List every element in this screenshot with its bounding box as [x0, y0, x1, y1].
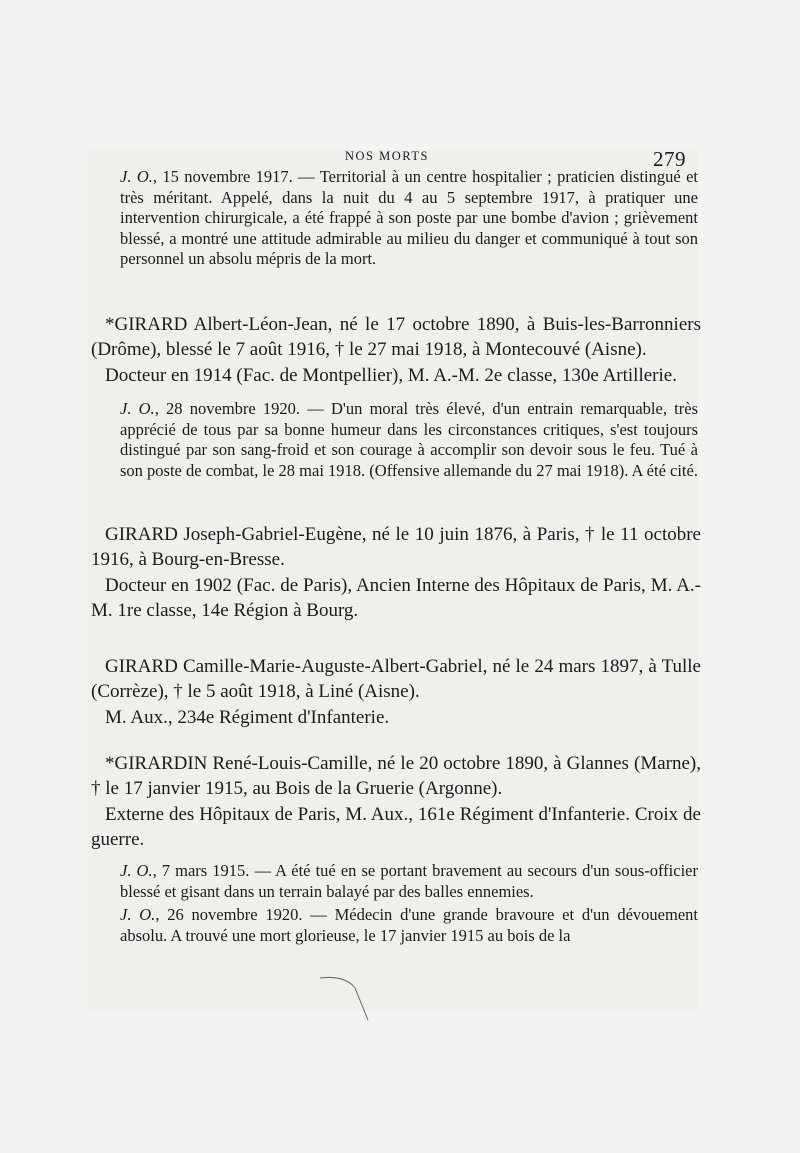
citation-source: J. O.: [120, 861, 153, 880]
entry-details: Externe des Hôpitaux de Paris, M. Aux., 161e Régiment d'Infanterie. Croix de guerre.: [91, 804, 701, 850]
page-number: 279: [653, 147, 686, 171]
entry-heading: *GIRARD Albert-Léon-Jean, né le 17 octobre 1890, à Buis-les-Barronniers (Drôme), blessé le 7 août 1916, † le 27 mai 1918, à Montecouvé (Aisne).: [91, 314, 701, 360]
citation-source: J. O.: [120, 905, 156, 924]
entry-details: M. Aux., 234e Régiment d'Infanterie.: [105, 707, 390, 728]
entry-heading: *GIRARDIN René-Louis-Camille, né le 20 octobre 1890, à Glannes (Marne), † le 17 janvier 1915, au Bois de la Gruerie (Argonne).: [91, 753, 701, 799]
citation-source: J. O.: [120, 399, 155, 418]
citation-paragraph: [120, 861, 698, 902]
citation-paragraph: [120, 399, 698, 481]
citation-text: , 15 novembre 1917. — Territorial à un centre hospitalier ; praticien distingué et très méritant. Appelé, dans la nuit du 4 au 5 septembre 1917, à pratiquer une intervention chirurgicale, a été frappé à son poste par une bombe d'avion ; grièvement blessé, a montré une attitude admirable au milieu du danger et communiqué à tout son personnel un absolu mépris de la mort.: [120, 167, 698, 268]
citation-paragraph: [120, 167, 698, 270]
entry-heading: GIRARD Joseph-Gabriel-Eugène, né le 10 juin 1876, à Paris, † le 11 octobre 1916, à Bourg-en-Bresse.: [91, 524, 701, 570]
scan-artifact-mark: [300, 960, 420, 1030]
citation-text: , 26 novembre 1920. — Médecin d'une grande bravoure et d'un dévouement absolu. A trouvé une mort glorieuse, le 17 janvier 1915 au bois de la: [120, 905, 699, 945]
entry-details: Docteur en 1914 (Fac. de Montpellier), M. A.-M. 2e classe, 130e Artillerie.: [105, 365, 677, 386]
citation-text: , 7 mars 1915. — A été tué en se portant bravement au secours d'un sous-officier blessé et gisant dans un terrain balayé par des balles ennemies.: [120, 861, 698, 901]
entry-heading: GIRARD Camille-Marie-Auguste-Albert-Gabriel, né le 24 mars 1897, à Tulle (Corrèze), † le 5 août 1918, à Liné (Aisne).: [91, 656, 701, 702]
entry-details: Docteur en 1902 (Fac. de Paris), Ancien Interne des Hôpitaux de Paris, M. A.-M. 1re classe, 14e Région à Bourg.: [91, 575, 701, 621]
citation-text: , 28 novembre 1920. — D'un moral très élevé, d'un entrain remarquable, très apprécié de tous par sa bonne humeur dans les circonstances critiques, s'est toujours distingué par son sang-froid et son courage à accomplir son devoir sous le feu. Tué à son poste de combat, le 28 mai 1918. (Offensive allemande du 27 mai 1918). A été cité.: [120, 399, 698, 480]
citation-paragraph: [120, 905, 698, 946]
running-title: NOS MORTS: [345, 149, 429, 163]
citation-source: J. O.: [120, 167, 153, 186]
